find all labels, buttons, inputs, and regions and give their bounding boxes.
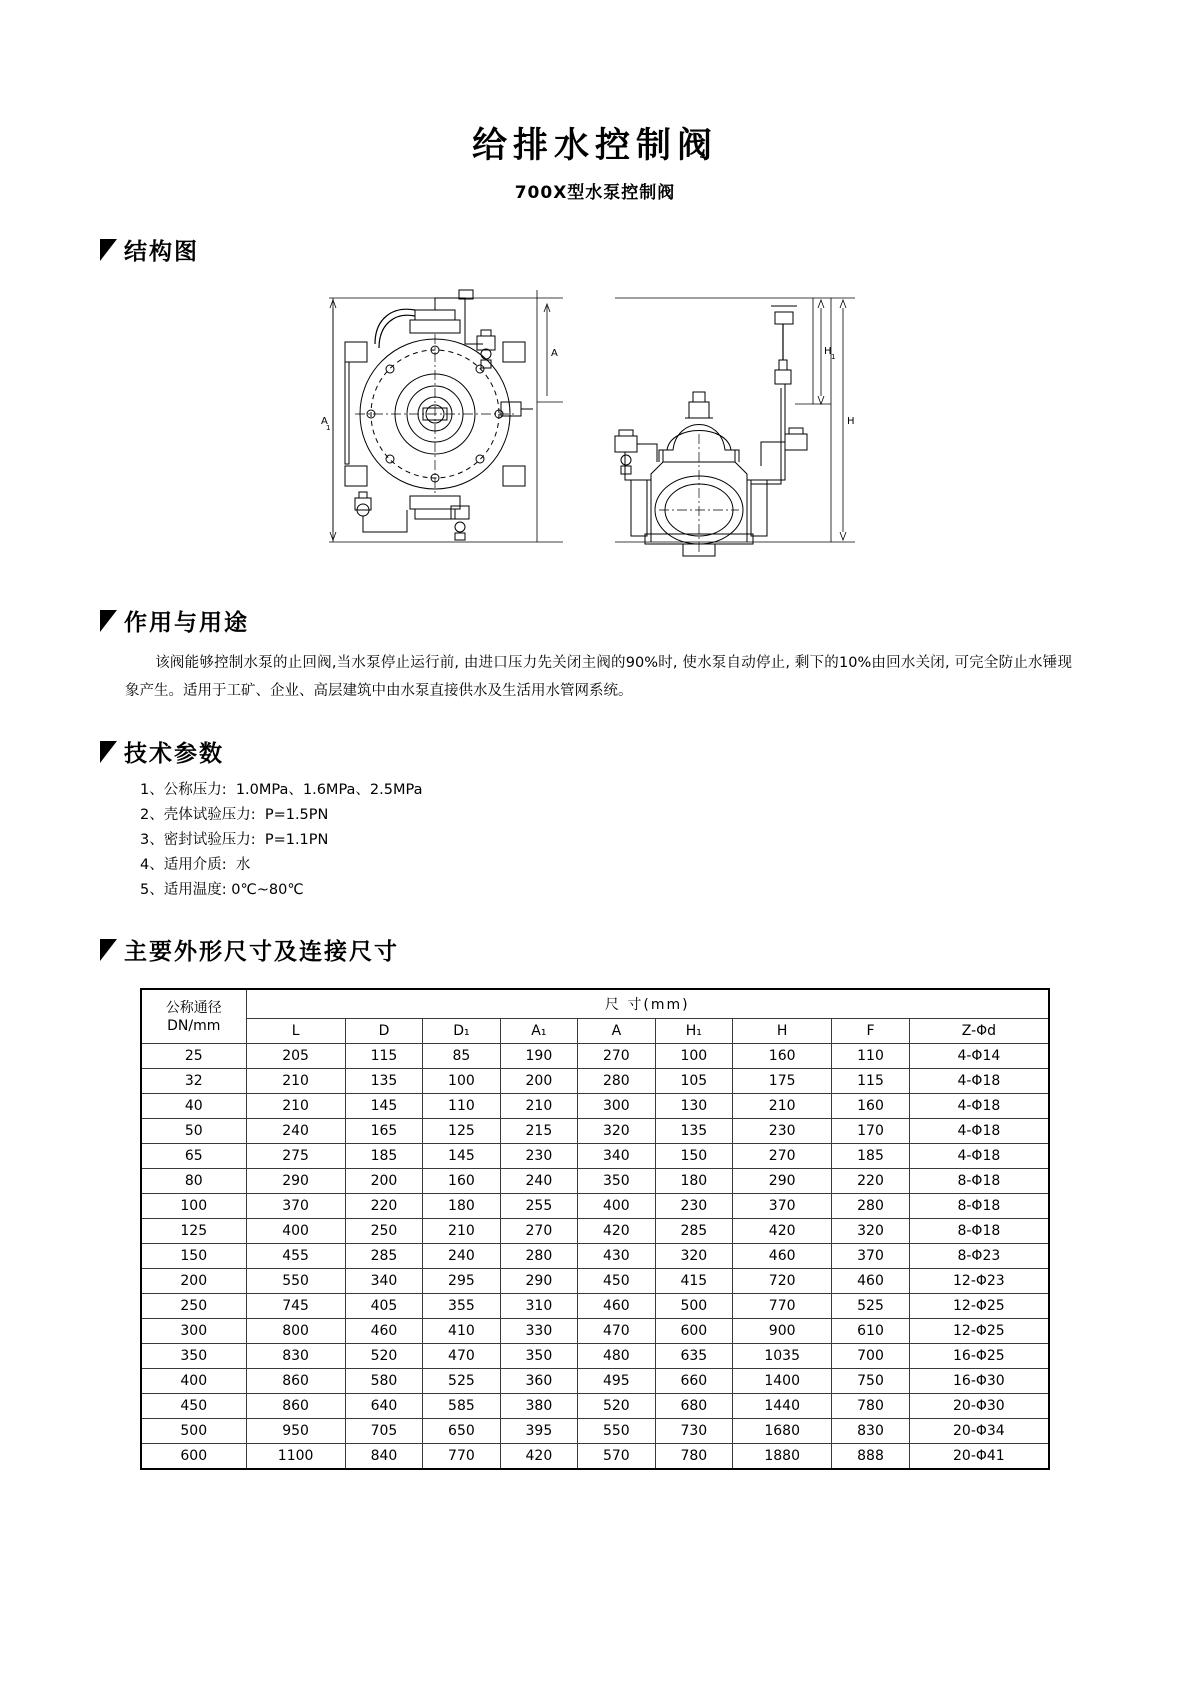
cell-Zd: 12-Φ25: [909, 1294, 1049, 1319]
cell-dn: 300: [141, 1319, 246, 1344]
cell-H1: 230: [655, 1194, 732, 1219]
cell-H: 1880: [733, 1444, 832, 1470]
parameter-item: 5、适用温度: 0℃~80℃: [140, 882, 304, 898]
cell-A: 270: [578, 1044, 655, 1069]
cell-H: 770: [733, 1294, 832, 1319]
table-col-H1: H₁: [655, 1019, 732, 1044]
table-row: [141, 1219, 1049, 1244]
cell-A1: 280: [500, 1244, 577, 1269]
cell-dn: 80: [141, 1169, 246, 1194]
cell-A: 450: [578, 1269, 655, 1294]
cell-L: 860: [246, 1369, 345, 1394]
cell-H: 230: [733, 1119, 832, 1144]
table-row: [141, 1119, 1049, 1144]
cell-A: 300: [578, 1094, 655, 1119]
cell-L: 950: [246, 1419, 345, 1444]
section-title-dimensions: 主要外形尺寸及连接尺寸: [124, 939, 399, 965]
cell-L: 830: [246, 1344, 345, 1369]
cell-D: 840: [345, 1444, 422, 1470]
cell-H: 1035: [733, 1344, 832, 1369]
cell-Zd: 8-Φ18: [909, 1219, 1049, 1244]
cell-Zd: 4-Φ14: [909, 1044, 1049, 1069]
cell-H: 160: [733, 1044, 832, 1069]
cell-F: 160: [832, 1094, 909, 1119]
cell-Zd: 8-Φ23: [909, 1244, 1049, 1269]
cell-D1: 295: [423, 1269, 500, 1294]
cell-D: 250: [345, 1219, 422, 1244]
cell-D1: 355: [423, 1294, 500, 1319]
cell-H1: 500: [655, 1294, 732, 1319]
cell-dn: 450: [141, 1394, 246, 1419]
cell-F: 220: [832, 1169, 909, 1194]
drawing-label-a1: A: [321, 416, 328, 427]
cell-H1: 415: [655, 1269, 732, 1294]
cell-D1: 85: [423, 1044, 500, 1069]
cell-F: 830: [832, 1419, 909, 1444]
cell-H: 900: [733, 1319, 832, 1344]
table-col-D: D: [345, 1019, 422, 1044]
cell-H1: 730: [655, 1419, 732, 1444]
cell-L: 860: [246, 1394, 345, 1419]
cell-L: 240: [246, 1119, 345, 1144]
cell-dn: 65: [141, 1144, 246, 1169]
parameter-item: 1、公称压力: 1.0MPa、1.6MPa、2.5MPa: [140, 782, 423, 798]
table-row: [141, 1344, 1049, 1369]
flag-marker-icon: [100, 239, 117, 261]
cell-F: 110: [832, 1044, 909, 1069]
cell-Zd: 4-Φ18: [909, 1094, 1049, 1119]
cell-Zd: 4-Φ18: [909, 1119, 1049, 1144]
cell-A1: 210: [500, 1094, 577, 1119]
cell-Zd: 20-Φ41: [909, 1444, 1049, 1470]
cell-H1: 635: [655, 1344, 732, 1369]
cell-H: 175: [733, 1069, 832, 1094]
cell-A: 570: [578, 1444, 655, 1470]
cell-H: 270: [733, 1144, 832, 1169]
cell-Zd: 16-Φ25: [909, 1344, 1049, 1369]
table-row: [141, 1294, 1049, 1319]
section-heading-dimensions: [100, 933, 1190, 966]
cell-A: 340: [578, 1144, 655, 1169]
cell-A1: 215: [500, 1119, 577, 1144]
table-row: [141, 1319, 1049, 1344]
cell-L: 455: [246, 1244, 345, 1269]
table-body: [141, 1044, 1049, 1470]
dimensions-table: [140, 988, 1050, 1470]
cell-A1: 230: [500, 1144, 577, 1169]
cell-H1: 150: [655, 1144, 732, 1169]
cell-D1: 410: [423, 1319, 500, 1344]
cell-A1: 310: [500, 1294, 577, 1319]
cell-L: 550: [246, 1269, 345, 1294]
cell-A: 520: [578, 1394, 655, 1419]
cell-dn: 125: [141, 1219, 246, 1244]
flag-marker-icon: [100, 741, 117, 763]
drawing-label-h1-sub: 1: [831, 353, 836, 361]
cell-Zd: 8-Φ18: [909, 1194, 1049, 1219]
cell-H1: 285: [655, 1219, 732, 1244]
table-row: [141, 1194, 1049, 1219]
cell-F: 460: [832, 1269, 909, 1294]
table-row: [141, 1419, 1049, 1444]
cell-D1: 770: [423, 1444, 500, 1470]
cell-D1: 100: [423, 1069, 500, 1094]
cell-H: 1680: [733, 1419, 832, 1444]
cell-H: 1440: [733, 1394, 832, 1419]
cell-A1: 330: [500, 1319, 577, 1344]
cell-dn: 32: [141, 1069, 246, 1094]
parameter-item: 3、密封试验压力: P=1.1PN: [140, 832, 329, 848]
document-header: [0, 0, 1190, 203]
flag-marker-icon: [100, 610, 117, 632]
cell-dn: 500: [141, 1419, 246, 1444]
cell-H1: 660: [655, 1369, 732, 1394]
parameters-list: [140, 778, 1190, 903]
cell-F: 525: [832, 1294, 909, 1319]
cell-F: 115: [832, 1069, 909, 1094]
cell-D1: 125: [423, 1119, 500, 1144]
cell-H1: 780: [655, 1444, 732, 1470]
cell-D: 145: [345, 1094, 422, 1119]
cell-L: 745: [246, 1294, 345, 1319]
drawing-label-h1: H: [824, 346, 832, 357]
cell-D1: 110: [423, 1094, 500, 1119]
table-head: [141, 989, 1049, 1044]
parameter-item: 4、适用介质: 水: [140, 857, 251, 873]
cell-H: 420: [733, 1219, 832, 1244]
cell-A1: 200: [500, 1069, 577, 1094]
cell-L: 210: [246, 1069, 345, 1094]
cell-Zd: 20-Φ34: [909, 1419, 1049, 1444]
cell-A: 480: [578, 1344, 655, 1369]
table-col-F: F: [832, 1019, 909, 1044]
cell-L: 205: [246, 1044, 345, 1069]
table-header-dn-line1: 公称通径: [165, 999, 222, 1016]
cell-D: 135: [345, 1069, 422, 1094]
cell-F: 280: [832, 1194, 909, 1219]
cell-A: 280: [578, 1069, 655, 1094]
table-row: [141, 1094, 1049, 1119]
cell-D: 115: [345, 1044, 422, 1069]
cell-H: 460: [733, 1244, 832, 1269]
cell-D1: 210: [423, 1219, 500, 1244]
cell-Zd: 16-Φ30: [909, 1369, 1049, 1394]
cell-H1: 680: [655, 1394, 732, 1419]
cell-dn: 40: [141, 1094, 246, 1119]
cell-H: 1400: [733, 1369, 832, 1394]
cell-A: 430: [578, 1244, 655, 1269]
drawing-label-a: A: [551, 348, 558, 359]
cell-Zd: 4-Φ18: [909, 1069, 1049, 1094]
cell-Zd: 12-Φ23: [909, 1269, 1049, 1294]
section-heading-structure: [100, 233, 1190, 266]
cell-D1: 525: [423, 1369, 500, 1394]
cell-A1: 395: [500, 1419, 577, 1444]
parameter-item: 2、壳体试验压力: P=1.5PN: [140, 807, 329, 823]
cell-D: 220: [345, 1194, 422, 1219]
cell-H: 210: [733, 1094, 832, 1119]
cell-H1: 320: [655, 1244, 732, 1269]
cell-D1: 145: [423, 1144, 500, 1169]
table-header-row-2: [141, 1019, 1049, 1044]
table-row: [141, 1069, 1049, 1094]
cell-D: 185: [345, 1144, 422, 1169]
cell-A1: 360: [500, 1369, 577, 1394]
table-header-dn: [141, 989, 246, 1044]
cell-dn: 350: [141, 1344, 246, 1369]
cell-F: 700: [832, 1344, 909, 1369]
page-subtitle: 700X型水泵控制阀: [514, 183, 676, 203]
cell-D1: 650: [423, 1419, 500, 1444]
cell-dn: 100: [141, 1194, 246, 1219]
table-col-D1: D₁: [423, 1019, 500, 1044]
cell-dn: 150: [141, 1244, 246, 1269]
cell-Zd: 4-Φ18: [909, 1144, 1049, 1169]
function-paragraph: [125, 649, 1072, 705]
cell-D: 405: [345, 1294, 422, 1319]
cell-F: 320: [832, 1219, 909, 1244]
cell-dn: 25: [141, 1044, 246, 1069]
structure-drawing: [0, 284, 1190, 574]
cell-L: 370: [246, 1194, 345, 1219]
cell-H1: 135: [655, 1119, 732, 1144]
cell-H: 720: [733, 1269, 832, 1294]
cell-A1: 380: [500, 1394, 577, 1419]
function-text: 该阀能够控制水泵的止回阀,当水泵停止运行前, 由进口压力先关闭主阀的90%时, 使水泵自动停止, 剩下的10%由回水关闭, 可完全防止水锤现象产生。适用于工矿、企业、高层建筑中由水泵直接供水及生活用水管网系统。: [125, 655, 1072, 699]
cell-H1: 600: [655, 1319, 732, 1344]
cell-D: 640: [345, 1394, 422, 1419]
cell-L: 290: [246, 1169, 345, 1194]
cell-A: 495: [578, 1369, 655, 1394]
section-title-parameters: 技术参数: [124, 741, 224, 767]
cell-A1: 270: [500, 1219, 577, 1244]
cell-D: 520: [345, 1344, 422, 1369]
cell-A: 470: [578, 1319, 655, 1344]
cell-A: 550: [578, 1419, 655, 1444]
cell-A1: 420: [500, 1444, 577, 1470]
cell-A1: 290: [500, 1269, 577, 1294]
table-row: [141, 1369, 1049, 1394]
cell-F: 610: [832, 1319, 909, 1344]
cell-A: 350: [578, 1169, 655, 1194]
page-title: 给排水控制阀: [471, 126, 718, 166]
drawing-label-h: H: [847, 416, 855, 427]
table-col-Zd: Z-Φd: [909, 1019, 1049, 1044]
cell-H1: 180: [655, 1169, 732, 1194]
table-col-L: L: [246, 1019, 345, 1044]
table-row: [141, 1444, 1049, 1470]
cell-D: 165: [345, 1119, 422, 1144]
cell-A1: 240: [500, 1169, 577, 1194]
cell-L: 1100: [246, 1444, 345, 1470]
table-header-row-1: [141, 989, 1049, 1019]
cell-D1: 585: [423, 1394, 500, 1419]
cell-dn: 400: [141, 1369, 246, 1394]
dimensions-table-wrap: [140, 988, 1050, 1470]
cell-A: 460: [578, 1294, 655, 1319]
cell-Zd: 12-Φ25: [909, 1319, 1049, 1344]
cell-dn: 250: [141, 1294, 246, 1319]
cell-Zd: 20-Φ30: [909, 1394, 1049, 1419]
cell-D: 705: [345, 1419, 422, 1444]
table-row: [141, 1394, 1049, 1419]
cell-D1: 470: [423, 1344, 500, 1369]
table-header-dn-line2: DN/mm: [167, 1017, 221, 1034]
cell-F: 185: [832, 1144, 909, 1169]
section-title-structure: 结构图: [124, 239, 199, 265]
table-row: [141, 1244, 1049, 1269]
table-row: [141, 1144, 1049, 1169]
cell-F: 780: [832, 1394, 909, 1419]
cell-F: 370: [832, 1244, 909, 1269]
cell-D1: 160: [423, 1169, 500, 1194]
cell-F: 750: [832, 1369, 909, 1394]
cell-L: 800: [246, 1319, 345, 1344]
cell-D: 580: [345, 1369, 422, 1394]
table-col-A: A: [578, 1019, 655, 1044]
cell-Zd: 8-Φ18: [909, 1169, 1049, 1194]
cell-dn: 200: [141, 1269, 246, 1294]
cell-A: 400: [578, 1194, 655, 1219]
flag-marker-icon: [100, 939, 117, 961]
cell-D: 285: [345, 1244, 422, 1269]
table-row: [141, 1269, 1049, 1294]
cell-D: 340: [345, 1269, 422, 1294]
section-title-function: 作用与用途: [124, 610, 249, 636]
cell-H1: 100: [655, 1044, 732, 1069]
cell-D1: 240: [423, 1244, 500, 1269]
cell-A1: 350: [500, 1344, 577, 1369]
cell-D: 200: [345, 1169, 422, 1194]
cell-D: 460: [345, 1319, 422, 1344]
cell-A: 420: [578, 1219, 655, 1244]
table-col-H: H: [733, 1019, 832, 1044]
cell-A1: 190: [500, 1044, 577, 1069]
cell-H1: 105: [655, 1069, 732, 1094]
table-col-A1: A₁: [500, 1019, 577, 1044]
table-header-size-span: 尺 寸(mm): [246, 989, 1049, 1019]
drawing-label-a1-sub: 1: [326, 424, 331, 432]
table-row: [141, 1169, 1049, 1194]
table-row: [141, 1044, 1049, 1069]
cell-L: 210: [246, 1094, 345, 1119]
cell-L: 400: [246, 1219, 345, 1244]
cell-H: 290: [733, 1169, 832, 1194]
cell-dn: 600: [141, 1444, 246, 1470]
cell-A1: 255: [500, 1194, 577, 1219]
cell-H1: 130: [655, 1094, 732, 1119]
cell-D1: 180: [423, 1194, 500, 1219]
cell-L: 275: [246, 1144, 345, 1169]
section-heading-parameters: [100, 735, 1190, 768]
section-heading-function: [100, 604, 1190, 637]
cell-F: 888: [832, 1444, 909, 1470]
cell-dn: 50: [141, 1119, 246, 1144]
cell-F: 170: [832, 1119, 909, 1144]
cell-A: 320: [578, 1119, 655, 1144]
cell-H: 370: [733, 1194, 832, 1219]
valve-drawing-svg: [315, 284, 875, 574]
